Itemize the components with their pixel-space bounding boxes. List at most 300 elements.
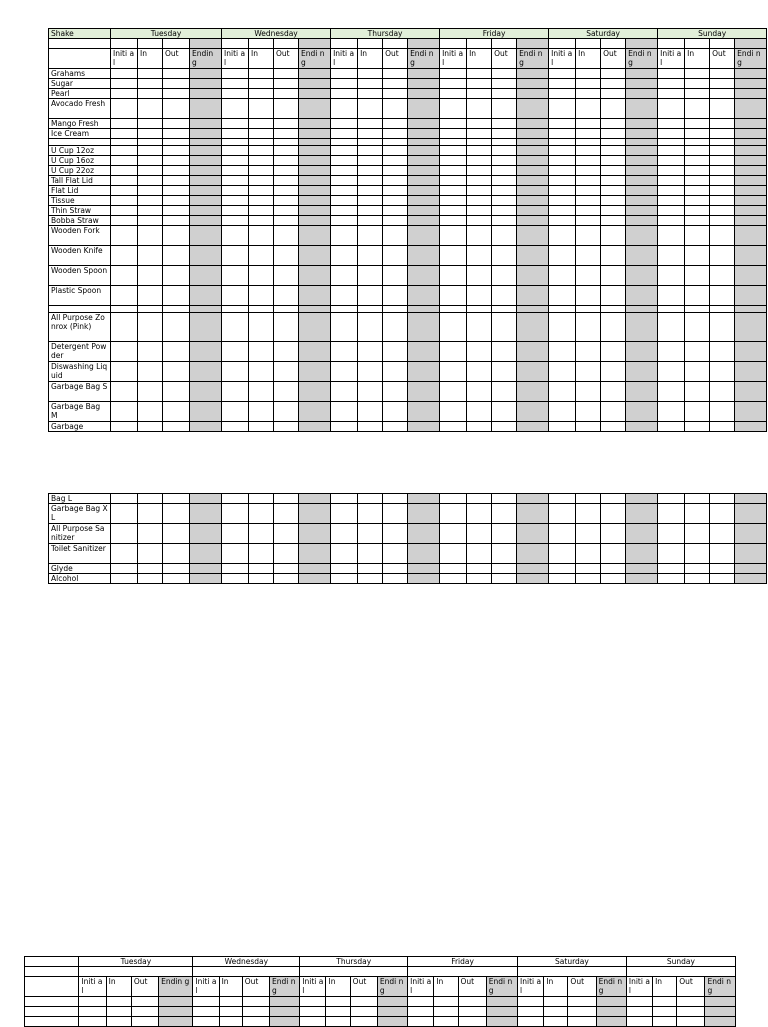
ending-cell[interactable]	[190, 362, 222, 382]
out-cell[interactable]	[163, 139, 190, 146]
out-cell[interactable]	[163, 402, 190, 422]
initial-cell[interactable]	[440, 129, 467, 139]
in-cell[interactable]	[138, 196, 163, 206]
out-cell[interactable]	[492, 139, 517, 146]
initial-cell[interactable]	[111, 79, 138, 89]
ending-cell[interactable]	[299, 196, 331, 206]
ending-cell[interactable]	[735, 156, 767, 166]
ending-cell[interactable]	[408, 504, 440, 524]
ending-cell[interactable]	[299, 226, 331, 246]
in-cell[interactable]	[685, 79, 710, 89]
ending-cell[interactable]	[299, 382, 331, 402]
in-cell[interactable]	[138, 186, 163, 196]
in-cell[interactable]	[685, 494, 710, 504]
ending-cell[interactable]	[159, 1007, 193, 1017]
initial-cell[interactable]	[222, 342, 249, 362]
initial-cell[interactable]	[222, 504, 249, 524]
initial-cell[interactable]	[111, 422, 138, 432]
initial-cell[interactable]	[658, 89, 685, 99]
ending-cell[interactable]	[190, 119, 222, 129]
ending-cell[interactable]	[190, 176, 222, 186]
ending-cell[interactable]	[735, 382, 767, 402]
ending-cell[interactable]	[517, 146, 549, 156]
out-cell[interactable]	[274, 246, 299, 266]
ending-cell[interactable]	[705, 997, 736, 1007]
out-cell[interactable]	[274, 139, 299, 146]
ending-cell[interactable]	[735, 574, 767, 584]
ending-cell[interactable]	[299, 574, 331, 584]
in-cell[interactable]	[249, 89, 274, 99]
out-cell[interactable]	[710, 176, 735, 186]
initial-cell[interactable]	[222, 166, 249, 176]
ending-cell[interactable]	[190, 524, 222, 544]
ending-cell[interactable]	[269, 997, 299, 1007]
initial-cell[interactable]	[440, 313, 467, 342]
in-cell[interactable]	[467, 206, 492, 216]
in-cell[interactable]	[326, 1007, 350, 1017]
out-cell[interactable]	[710, 99, 735, 119]
initial-cell[interactable]	[111, 402, 138, 422]
out-cell[interactable]	[163, 156, 190, 166]
initial-cell[interactable]	[79, 1007, 106, 1017]
out-cell[interactable]	[601, 129, 626, 139]
initial-cell[interactable]	[222, 216, 249, 226]
out-cell[interactable]	[601, 402, 626, 422]
out-cell[interactable]	[383, 129, 408, 139]
out-cell[interactable]	[242, 1017, 269, 1027]
ending-cell[interactable]	[517, 382, 549, 402]
out-cell[interactable]	[601, 524, 626, 544]
in-cell[interactable]	[138, 564, 163, 574]
in-cell[interactable]	[685, 564, 710, 574]
ending-cell[interactable]	[408, 422, 440, 432]
out-cell[interactable]	[163, 119, 190, 129]
initial-cell[interactable]	[440, 382, 467, 402]
ending-cell[interactable]	[626, 69, 658, 79]
ending-cell[interactable]	[517, 79, 549, 89]
ending-cell[interactable]	[408, 69, 440, 79]
out-cell[interactable]	[383, 286, 408, 306]
ending-cell[interactable]	[408, 246, 440, 266]
out-cell[interactable]	[492, 306, 517, 313]
ending-cell[interactable]	[626, 139, 658, 146]
initial-cell[interactable]	[111, 494, 138, 504]
ending-cell[interactable]	[299, 286, 331, 306]
out-cell[interactable]	[163, 382, 190, 402]
out-cell[interactable]	[492, 99, 517, 119]
ending-cell[interactable]	[517, 266, 549, 286]
out-cell[interactable]	[677, 1007, 705, 1017]
in-cell[interactable]	[358, 206, 383, 216]
out-cell[interactable]	[383, 306, 408, 313]
ending-cell[interactable]	[626, 176, 658, 186]
in-cell[interactable]	[249, 342, 274, 362]
ending-cell[interactable]	[596, 1007, 626, 1017]
initial-cell[interactable]	[658, 524, 685, 544]
in-cell[interactable]	[685, 422, 710, 432]
ending-cell[interactable]	[299, 176, 331, 186]
ending-cell[interactable]	[626, 362, 658, 382]
out-cell[interactable]	[383, 342, 408, 362]
ending-cell[interactable]	[517, 246, 549, 266]
in-cell[interactable]	[358, 69, 383, 79]
initial-cell[interactable]	[331, 342, 358, 362]
out-cell[interactable]	[383, 422, 408, 432]
initial-cell[interactable]	[331, 139, 358, 146]
ending-cell[interactable]	[735, 196, 767, 206]
initial-cell[interactable]	[331, 422, 358, 432]
in-cell[interactable]	[138, 524, 163, 544]
in-cell[interactable]	[249, 362, 274, 382]
out-cell[interactable]	[383, 69, 408, 79]
ending-cell[interactable]	[626, 119, 658, 129]
ending-cell[interactable]	[299, 313, 331, 342]
initial-cell[interactable]	[440, 206, 467, 216]
out-cell[interactable]	[492, 422, 517, 432]
initial-cell[interactable]	[658, 286, 685, 306]
out-cell[interactable]	[710, 544, 735, 564]
out-cell[interactable]	[492, 79, 517, 89]
in-cell[interactable]	[358, 226, 383, 246]
ending-cell[interactable]	[517, 313, 549, 342]
ending-cell[interactable]	[735, 216, 767, 226]
initial-cell[interactable]	[331, 79, 358, 89]
out-cell[interactable]	[163, 504, 190, 524]
initial-cell[interactable]	[440, 226, 467, 246]
ending-cell[interactable]	[596, 1017, 626, 1027]
ending-cell[interactable]	[299, 99, 331, 119]
out-cell[interactable]	[601, 564, 626, 574]
in-cell[interactable]	[576, 186, 601, 196]
initial-cell[interactable]	[440, 119, 467, 129]
initial-cell[interactable]	[300, 1017, 326, 1027]
in-cell[interactable]	[249, 196, 274, 206]
in-cell[interactable]	[358, 266, 383, 286]
initial-cell[interactable]	[549, 226, 576, 246]
out-cell[interactable]	[274, 69, 299, 79]
initial-cell[interactable]	[222, 186, 249, 196]
in-cell[interactable]	[434, 1017, 458, 1027]
in-cell[interactable]	[467, 216, 492, 226]
ending-cell[interactable]	[735, 362, 767, 382]
out-cell[interactable]	[274, 362, 299, 382]
initial-cell[interactable]	[549, 494, 576, 504]
ending-cell[interactable]	[408, 216, 440, 226]
in-cell[interactable]	[576, 494, 601, 504]
out-cell[interactable]	[710, 574, 735, 584]
in-cell[interactable]	[685, 216, 710, 226]
in-cell[interactable]	[249, 176, 274, 186]
out-cell[interactable]	[383, 382, 408, 402]
initial-cell[interactable]	[331, 504, 358, 524]
ending-cell[interactable]	[517, 139, 549, 146]
ending-cell[interactable]	[408, 99, 440, 119]
in-cell[interactable]	[138, 206, 163, 216]
initial-cell[interactable]	[331, 216, 358, 226]
initial-cell[interactable]	[658, 196, 685, 206]
in-cell[interactable]	[358, 99, 383, 119]
out-cell[interactable]	[274, 129, 299, 139]
in-cell[interactable]	[576, 313, 601, 342]
initial-cell[interactable]	[658, 216, 685, 226]
initial-cell[interactable]	[111, 226, 138, 246]
out-cell[interactable]	[710, 186, 735, 196]
in-cell[interactable]	[138, 313, 163, 342]
in-cell[interactable]	[576, 306, 601, 313]
ending-cell[interactable]	[190, 206, 222, 216]
out-cell[interactable]	[492, 119, 517, 129]
initial-cell[interactable]	[111, 544, 138, 564]
in-cell[interactable]	[685, 306, 710, 313]
initial-cell[interactable]	[518, 997, 544, 1007]
ending-cell[interactable]	[735, 266, 767, 286]
ending-cell[interactable]	[299, 494, 331, 504]
out-cell[interactable]	[492, 564, 517, 574]
initial-cell[interactable]	[222, 196, 249, 206]
initial-cell[interactable]	[331, 313, 358, 342]
out-cell[interactable]	[274, 146, 299, 156]
initial-cell[interactable]	[440, 306, 467, 313]
initial-cell[interactable]	[331, 544, 358, 564]
ending-cell[interactable]	[486, 997, 517, 1007]
out-cell[interactable]	[601, 216, 626, 226]
ending-cell[interactable]	[517, 504, 549, 524]
in-cell[interactable]	[358, 286, 383, 306]
out-cell[interactable]	[163, 146, 190, 156]
ending-cell[interactable]	[626, 216, 658, 226]
initial-cell[interactable]	[222, 156, 249, 166]
out-cell[interactable]	[383, 146, 408, 156]
initial-cell[interactable]	[549, 306, 576, 313]
in-cell[interactable]	[138, 266, 163, 286]
ending-cell[interactable]	[626, 422, 658, 432]
initial-cell[interactable]	[658, 139, 685, 146]
ending-cell[interactable]	[735, 246, 767, 266]
initial-cell[interactable]	[111, 139, 138, 146]
out-cell[interactable]	[492, 504, 517, 524]
in-cell[interactable]	[544, 997, 568, 1007]
initial-cell[interactable]	[111, 246, 138, 266]
ending-cell[interactable]	[190, 196, 222, 206]
in-cell[interactable]	[138, 504, 163, 524]
ending-cell[interactable]	[735, 69, 767, 79]
out-cell[interactable]	[492, 342, 517, 362]
out-cell[interactable]	[383, 574, 408, 584]
initial-cell[interactable]	[111, 166, 138, 176]
in-cell[interactable]	[358, 246, 383, 266]
initial-cell[interactable]	[549, 129, 576, 139]
in-cell[interactable]	[249, 286, 274, 306]
out-cell[interactable]	[601, 196, 626, 206]
out-cell[interactable]	[242, 1007, 269, 1017]
in-cell[interactable]	[249, 206, 274, 216]
initial-cell[interactable]	[331, 186, 358, 196]
in-cell[interactable]	[685, 504, 710, 524]
initial-cell[interactable]	[440, 146, 467, 156]
out-cell[interactable]	[492, 402, 517, 422]
initial-cell[interactable]	[626, 1007, 652, 1017]
ending-cell[interactable]	[190, 156, 222, 166]
ending-cell[interactable]	[408, 494, 440, 504]
in-cell[interactable]	[138, 139, 163, 146]
initial-cell[interactable]	[222, 564, 249, 574]
initial-cell[interactable]	[222, 422, 249, 432]
in-cell[interactable]	[106, 997, 131, 1007]
ending-cell[interactable]	[159, 1017, 193, 1027]
out-cell[interactable]	[492, 266, 517, 286]
ending-cell[interactable]	[408, 89, 440, 99]
initial-cell[interactable]	[193, 1017, 219, 1027]
initial-cell[interactable]	[440, 544, 467, 564]
out-cell[interactable]	[274, 216, 299, 226]
out-cell[interactable]	[163, 286, 190, 306]
ending-cell[interactable]	[517, 129, 549, 139]
initial-cell[interactable]	[111, 342, 138, 362]
initial-cell[interactable]	[549, 266, 576, 286]
ending-cell[interactable]	[626, 99, 658, 119]
in-cell[interactable]	[685, 146, 710, 156]
initial-cell[interactable]	[222, 382, 249, 402]
ending-cell[interactable]	[408, 382, 440, 402]
initial-cell[interactable]	[440, 139, 467, 146]
in-cell[interactable]	[249, 246, 274, 266]
initial-cell[interactable]	[440, 504, 467, 524]
in-cell[interactable]	[576, 382, 601, 402]
in-cell[interactable]	[576, 129, 601, 139]
out-cell[interactable]	[274, 574, 299, 584]
initial-cell[interactable]	[658, 119, 685, 129]
in-cell[interactable]	[576, 89, 601, 99]
initial-cell[interactable]	[331, 226, 358, 246]
in-cell[interactable]	[249, 402, 274, 422]
ending-cell[interactable]	[517, 186, 549, 196]
out-cell[interactable]	[274, 402, 299, 422]
out-cell[interactable]	[383, 99, 408, 119]
out-cell[interactable]	[383, 266, 408, 286]
out-cell[interactable]	[710, 119, 735, 129]
initial-cell[interactable]	[222, 176, 249, 186]
in-cell[interactable]	[467, 266, 492, 286]
out-cell[interactable]	[601, 176, 626, 186]
out-cell[interactable]	[492, 286, 517, 306]
initial-cell[interactable]	[79, 997, 106, 1007]
initial-cell[interactable]	[440, 156, 467, 166]
ending-cell[interactable]	[190, 306, 222, 313]
initial-cell[interactable]	[408, 1017, 434, 1027]
initial-cell[interactable]	[222, 79, 249, 89]
out-cell[interactable]	[601, 504, 626, 524]
ending-cell[interactable]	[190, 186, 222, 196]
initial-cell[interactable]	[331, 129, 358, 139]
ending-cell[interactable]	[408, 574, 440, 584]
initial-cell[interactable]	[549, 524, 576, 544]
out-cell[interactable]	[601, 382, 626, 402]
initial-cell[interactable]	[440, 246, 467, 266]
initial-cell[interactable]	[331, 119, 358, 129]
in-cell[interactable]	[358, 504, 383, 524]
out-cell[interactable]	[710, 196, 735, 206]
out-cell[interactable]	[710, 206, 735, 216]
out-cell[interactable]	[163, 266, 190, 286]
out-cell[interactable]	[274, 504, 299, 524]
initial-cell[interactable]	[111, 574, 138, 584]
ending-cell[interactable]	[408, 342, 440, 362]
in-cell[interactable]	[467, 544, 492, 564]
initial-cell[interactable]	[111, 186, 138, 196]
out-cell[interactable]	[492, 382, 517, 402]
out-cell[interactable]	[710, 266, 735, 286]
ending-cell[interactable]	[735, 342, 767, 362]
in-cell[interactable]	[249, 146, 274, 156]
ending-cell[interactable]	[408, 524, 440, 544]
ending-cell[interactable]	[517, 564, 549, 574]
ending-cell[interactable]	[735, 186, 767, 196]
ending-cell[interactable]	[299, 246, 331, 266]
in-cell[interactable]	[138, 119, 163, 129]
ending-cell[interactable]	[517, 166, 549, 176]
initial-cell[interactable]	[518, 1017, 544, 1027]
in-cell[interactable]	[467, 494, 492, 504]
initial-cell[interactable]	[111, 119, 138, 129]
ending-cell[interactable]	[408, 196, 440, 206]
ending-cell[interactable]	[190, 382, 222, 402]
in-cell[interactable]	[467, 313, 492, 342]
ending-cell[interactable]	[626, 156, 658, 166]
out-cell[interactable]	[383, 156, 408, 166]
initial-cell[interactable]	[331, 286, 358, 306]
initial-cell[interactable]	[331, 266, 358, 286]
initial-cell[interactable]	[222, 306, 249, 313]
ending-cell[interactable]	[517, 216, 549, 226]
ending-cell[interactable]	[517, 574, 549, 584]
ending-cell[interactable]	[735, 494, 767, 504]
ending-cell[interactable]	[299, 69, 331, 79]
ending-cell[interactable]	[408, 119, 440, 129]
initial-cell[interactable]	[440, 524, 467, 544]
initial-cell[interactable]	[658, 342, 685, 362]
ending-cell[interactable]	[299, 206, 331, 216]
out-cell[interactable]	[163, 216, 190, 226]
in-cell[interactable]	[219, 997, 242, 1007]
out-cell[interactable]	[350, 1007, 377, 1017]
initial-cell[interactable]	[111, 156, 138, 166]
in-cell[interactable]	[249, 156, 274, 166]
initial-cell[interactable]	[658, 362, 685, 382]
out-cell[interactable]	[242, 997, 269, 1007]
in-cell[interactable]	[576, 544, 601, 564]
out-cell[interactable]	[383, 196, 408, 206]
out-cell[interactable]	[383, 119, 408, 129]
in-cell[interactable]	[576, 342, 601, 362]
out-cell[interactable]	[163, 186, 190, 196]
out-cell[interactable]	[710, 89, 735, 99]
ending-cell[interactable]	[735, 89, 767, 99]
in-cell[interactable]	[138, 286, 163, 306]
ending-cell[interactable]	[190, 89, 222, 99]
in-cell[interactable]	[138, 69, 163, 79]
out-cell[interactable]	[568, 1017, 596, 1027]
initial-cell[interactable]	[222, 129, 249, 139]
initial-cell[interactable]	[658, 156, 685, 166]
in-cell[interactable]	[467, 89, 492, 99]
ending-cell[interactable]	[299, 216, 331, 226]
initial-cell[interactable]	[440, 342, 467, 362]
in-cell[interactable]	[685, 402, 710, 422]
in-cell[interactable]	[576, 156, 601, 166]
in-cell[interactable]	[467, 129, 492, 139]
in-cell[interactable]	[358, 382, 383, 402]
initial-cell[interactable]	[331, 362, 358, 382]
